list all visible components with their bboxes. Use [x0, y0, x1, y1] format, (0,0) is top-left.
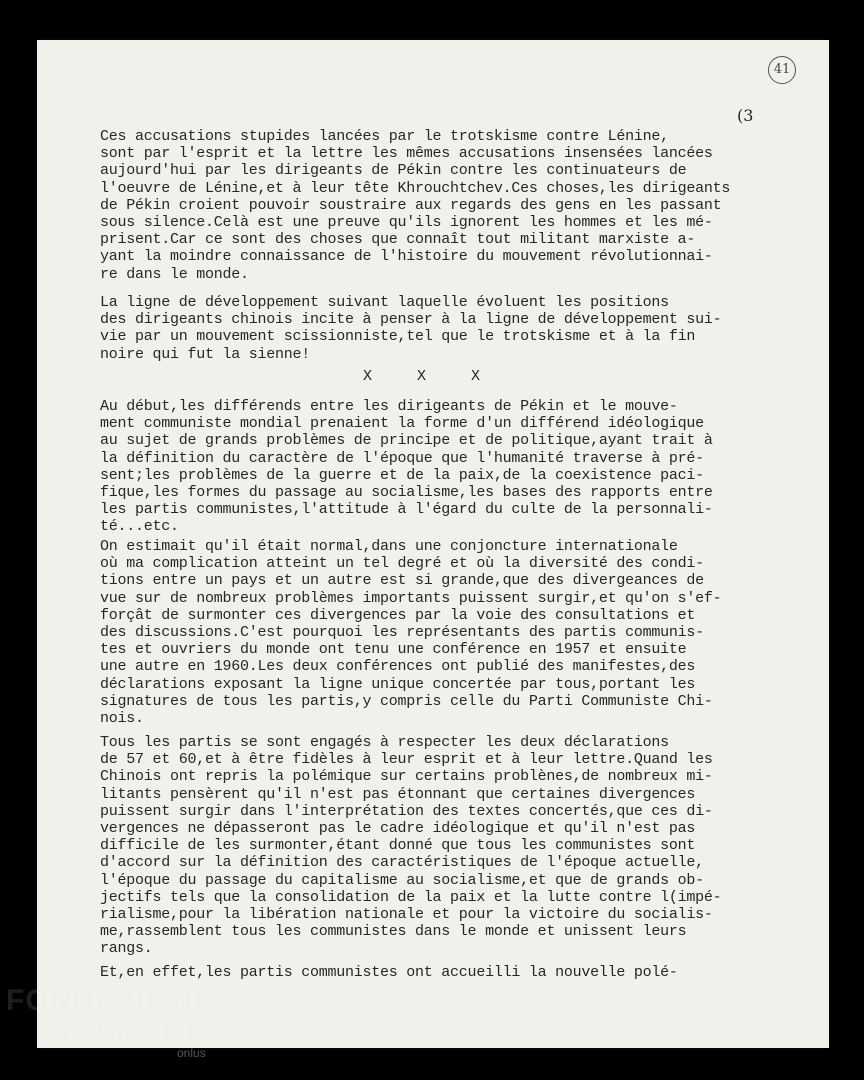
paragraph-3: Au début,les différends entre les dirigeants de Pékin et le mouve- ment communiste mondial prenaient la forme d'un différend idéologique au sujet de grands problèmes de principe et de politique,ayant trait à la définition du caractère de l'époque que l'humanité traverse à pré- sent;les problèmes de la guerre et de la paix,de la coexistence paci- fique,les formes du passage au socialisme,les bases des rapports entre les partis communistes,l'attitude à l'égard du culte de la personnali- té...etc.	[100, 398, 713, 536]
fondazione-gramsci-watermark	[6, 985, 214, 1049]
watermark-line-2: GRAMSCI	[46, 1016, 195, 1049]
archive-number-stamp: 41	[768, 56, 796, 84]
paragraph-2: La ligne de développement suivant laquelle évoluent les positions des dirigeants chinois incite à penser à la ligne de développement sui- vie par un mouvement scissionniste,tel que le trotskisme et à la fin noire qui fut la sienne!	[100, 294, 722, 363]
paragraph-1: Ces accusations stupides lancées par le trotskisme contre Lénine, sont par l'esprit et la lettre les mêmes accusations insensées lancées aujourd'hui par les dirigeants de Pékin contre les continuateurs de l'oeuvre de Lénine,et à leur tête Khrouchtchev.Ces choses,les dirigeants de Pékin croient pouvoir soustraire aux regards des gens en les passant sous silence.Celà est une preuve qu'ils ignorent les hommes et les mé- prisent.Car ce sont des choses que connaît tout militant marxiste a- yant la moindre connaissance de l'histoire du mouvement révolutionnai- re dans le monde.	[100, 128, 731, 283]
paragraph-5: Tous les partis se sont engagés à respecter les deux déclarations de 57 et 60,et à être fidèles à leur esprit et à leur lettre.Quand les Chinois ont repris la polémique sur certains problènes,de nombreux mi- litants pensèrent qu'il n'est pas étonnant que certaines divergences puissent surgir dans l'interprétation des textes concertés,que ces di- vergences ne dépasseront pas le cadre idéologique et qu'il n'est pas difficile de les surmonter,étant donné que tous les communistes sont d'accord sur la définition des caractéristiques de l'époque actuelle, l'époque du passage du capitalisme au socialisme,et que de grands ob- jectifs tels que la consolidation de la paix et la lutte contre l(impé- rialisme,pour la libération nationale et pour la victoire du socialis- me,rassemblent tous les communistes dans le monde et unissent leurs rangs.	[100, 734, 722, 958]
section-separator: X X X	[363, 368, 481, 385]
paragraph-4: On estimait qu'il était normal,dans une conjoncture internationale où ma complication atteint un tel degré et où la diversité des condi- tions entre un pays et un autre est si grande,que des divergeances de vue sur de nombreux problèmes importants puissent surgir,et qu'on s'ef- forçât de surmonter ces divergences par la voie des consultations et des discussions.C'est pourquoi les représentants des partis communis- tes et ouvriers du monde ont tenu une conférence en 1957 et ensuite une autre en 1960.Les deux conférences ont publié des manifestes,des déclarations exposant la ligne unique concertée par tous,portant les signatures de tous les partis,y compris celle du Parti Communiste Chi- nois.	[100, 538, 722, 728]
page-number: (3	[737, 106, 754, 125]
watermark-line-1: FONDAZIONE	[6, 984, 215, 1017]
paragraph-6: Et,en effet,les partis communistes ont accueilli la nouvelle polé-	[100, 964, 678, 981]
watermark-onlus: onlus	[177, 1046, 206, 1060]
